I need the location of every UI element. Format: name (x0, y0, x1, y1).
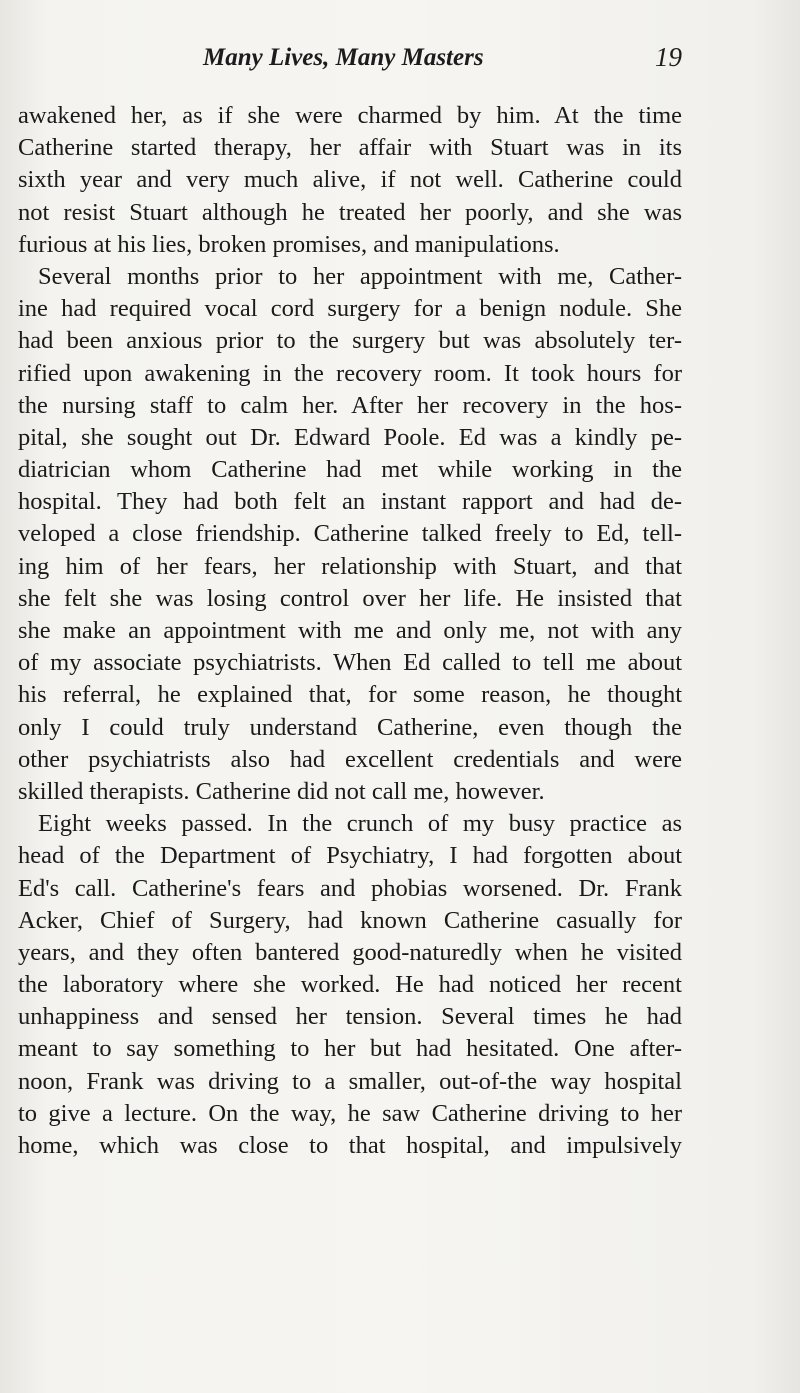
text-line: Acker, Chief of Surgery, had known Catherine casually for (18, 906, 682, 934)
body-text (18, 100, 682, 1162)
text-line: sixth year and very much alive, if not well. Catherine could (18, 166, 682, 194)
text-line: she make an appointment with me and only me, not with any (18, 617, 682, 644)
text-line: ine had required vocal cord surgery for a benign nodule. She (18, 295, 682, 323)
text-line: Ed's call. Catherine's fears and phobias worsened. Dr. Frank (18, 874, 682, 902)
text-line: his referral, he explained that, for some reason, he thought (18, 681, 682, 709)
text-line: years, and they often bantered good-naturedly when he visited (18, 938, 682, 966)
text-line: meant to say something to her but had hesitated. One after- (18, 1035, 682, 1063)
text-line: the laboratory where she worked. He had noticed her recent (18, 971, 682, 999)
running-head (18, 40, 686, 80)
text-line: skilled therapists. Catherine did not call me, however. (18, 777, 545, 805)
text-line: rified upon awakening in the recovery room. It took hours for (18, 359, 682, 387)
text-line: diatrician whom Catherine had met while working in the (18, 456, 682, 484)
running-title: Many Lives, Many Masters (203, 44, 484, 71)
text-line: to give a lecture. On the way, he saw Catherine driving to her (18, 1099, 682, 1127)
text-line: unhappiness and sensed her tension. Several times he had (18, 1003, 682, 1031)
text-line: veloped a close friendship. Catherine talked freely to Ed, tell- (18, 520, 682, 548)
text-line: hospital. They had both felt an instant rapport and had de- (18, 488, 682, 516)
text-line: other psychiatrists also had excellent credentials and were (18, 745, 682, 773)
text-line: noon, Frank was driving to a smaller, out-of-the way hospital (18, 1067, 682, 1095)
text-line: Catherine started therapy, her affair with Stuart was in its (18, 134, 682, 162)
text-line: Eight weeks passed. In the crunch of my busy practice as (38, 810, 682, 838)
text-line: furious at his lies, broken promises, and manipulations. (18, 230, 560, 258)
text-line: the nursing staff to calm her. After her recovery in the hos- (18, 391, 682, 419)
text-line: had been anxious prior to the surgery but was absolutely ter- (18, 327, 682, 355)
text-line: Several months prior to her appointment with me, Cather- (38, 262, 682, 290)
text-line: head of the Department of Psychiatry, I had forgotten about (18, 842, 682, 870)
text-line: only I could truly understand Catherine, even though the (18, 713, 682, 741)
text-line: home, which was close to that hospital, and impulsively (18, 1132, 682, 1159)
page-number: 19 (655, 42, 682, 72)
text-line: not resist Stuart although he treated her poorly, and she was (18, 198, 682, 226)
text-line: awakened her, as if she were charmed by him. At the time (18, 102, 682, 129)
text-line: of my associate psychiatrists. When Ed called to tell me about (18, 649, 682, 677)
text-line: she felt she was losing control over her life. He insisted that (18, 584, 682, 612)
text-line: ing him of her fears, her relationship with Stuart, and that (18, 552, 682, 580)
text-line: pital, she sought out Dr. Edward Poole. Ed was a kindly pe- (18, 423, 682, 451)
